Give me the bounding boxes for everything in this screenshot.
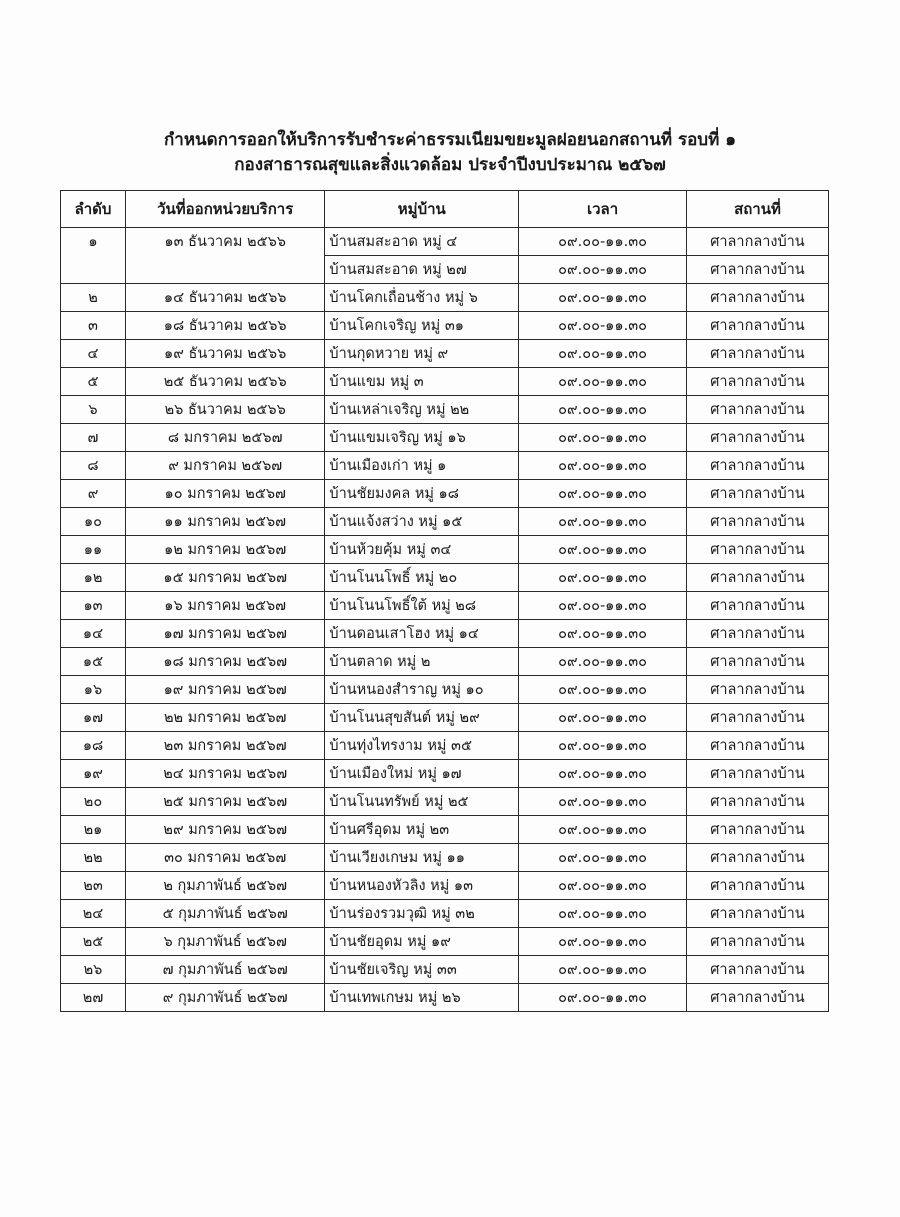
row-number: ๓ <box>61 312 126 340</box>
row-date: ๑๕ มกราคม ๒๕๖๗ <box>126 564 325 592</box>
row-place: ศาลากลางบ้าน <box>686 480 828 508</box>
row-date: ๒๓ มกราคม ๒๕๖๗ <box>126 732 325 760</box>
header-village: หมู่บ้าน <box>325 191 519 228</box>
row-date: ๑๒ มกราคม ๒๕๖๗ <box>126 536 325 564</box>
row-village: บ้านแจ้งสว่าง หมู่ ๑๕ <box>325 508 519 536</box>
row-place: ศาลากลางบ้าน <box>686 620 828 648</box>
row-village: บ้านโคกเถื่อนช้าง หมู่ ๖ <box>325 284 519 312</box>
row-number: ๑๖ <box>61 676 126 704</box>
row-place: ศาลากลางบ้าน <box>686 788 828 816</box>
row-date: ๑๘ มกราคม ๒๕๖๗ <box>126 648 325 676</box>
table-row <box>61 900 829 928</box>
row-date: ๑๓ ธันวาคม ๒๕๖๖ <box>126 228 325 256</box>
row-date: ๑๘ ธันวาคม ๒๕๖๖ <box>126 312 325 340</box>
row-time: ๐๙.๐๐-๑๑.๓๐ <box>519 676 687 704</box>
row-village: บ้านเมืองใหม่ หมู่ ๑๗ <box>325 760 519 788</box>
row-place: ศาลากลางบ้าน <box>686 424 828 452</box>
row-number: ๘ <box>61 452 126 480</box>
row-date: ๒ กุมภาพันธ์ ๒๕๖๗ <box>126 872 325 900</box>
row-village: บ้านสมสะอาด หมู่ ๔ <box>325 228 519 256</box>
table-row <box>61 928 829 956</box>
schedule-table <box>60 190 829 1012</box>
row-village: บ้านทุ่งไทรงาม หมู่ ๓๕ <box>325 732 519 760</box>
table-row <box>61 340 829 368</box>
row-village: บ้านชัยเจริญ หมู่ ๓๓ <box>325 956 519 984</box>
row-date: ๖ กุมภาพันธ์ ๒๕๖๗ <box>126 928 325 956</box>
row-village: บ้านเมืองเก่า หมู่ ๑ <box>325 452 519 480</box>
header-time: เวลา <box>519 191 687 228</box>
row-number: ๒๐ <box>61 788 126 816</box>
row-number: ๑๑ <box>61 536 126 564</box>
row-place: ศาลากลางบ้าน <box>686 228 828 256</box>
row-village: บ้านหนองสำราญ หมู่ ๑๐ <box>325 676 519 704</box>
row-number: ๒๕ <box>61 928 126 956</box>
row-date <box>126 256 325 284</box>
row-time: ๐๙.๐๐-๑๑.๓๐ <box>519 984 687 1012</box>
row-time: ๐๙.๐๐-๑๑.๓๐ <box>519 256 687 284</box>
row-number: ๑๗ <box>61 704 126 732</box>
row-place: ศาลากลางบ้าน <box>686 536 828 564</box>
row-time: ๐๙.๐๐-๑๑.๓๐ <box>519 340 687 368</box>
row-time: ๐๙.๐๐-๑๑.๓๐ <box>519 564 687 592</box>
table-row <box>61 872 829 900</box>
row-place: ศาลากลางบ้าน <box>686 872 828 900</box>
row-date: ๙ มกราคม ๒๕๖๗ <box>126 452 325 480</box>
document-title: กำหนดการออกให้บริการรับชำระค่าธรรมเนียมขยะมูลฝอยนอกสถานที่ รอบที่ ๑ <box>163 130 736 150</box>
header-place: สถานที่ <box>686 191 828 228</box>
row-place: ศาลากลางบ้าน <box>686 508 828 536</box>
row-date: ๗ กุมภาพันธ์ ๒๕๖๗ <box>126 956 325 984</box>
row-place: ศาลากลางบ้าน <box>686 284 828 312</box>
row-number: ๒๗ <box>61 984 126 1012</box>
row-date: ๒๙ มกราคม ๒๕๖๗ <box>126 816 325 844</box>
row-place: ศาลากลางบ้าน <box>686 312 828 340</box>
row-number: ๒ <box>61 284 126 312</box>
row-place: ศาลากลางบ้าน <box>686 732 828 760</box>
row-date: ๑๙ ธันวาคม ๒๕๖๖ <box>126 340 325 368</box>
row-date: ๒๕ ธันวาคม ๒๕๖๖ <box>126 368 325 396</box>
row-time: ๐๙.๐๐-๑๑.๓๐ <box>519 284 687 312</box>
table-row <box>61 620 829 648</box>
row-time: ๐๙.๐๐-๑๑.๓๐ <box>519 396 687 424</box>
row-place: ศาลากลางบ้าน <box>686 816 828 844</box>
row-number: ๑๕ <box>61 648 126 676</box>
row-place: ศาลากลางบ้าน <box>686 368 828 396</box>
row-time: ๐๙.๐๐-๑๑.๓๐ <box>519 760 687 788</box>
row-village: บ้านโคกเจริญ หมู่ ๓๑ <box>325 312 519 340</box>
row-time: ๐๙.๐๐-๑๑.๓๐ <box>519 816 687 844</box>
row-place: ศาลากลางบ้าน <box>686 396 828 424</box>
row-village: บ้านศรีอุดม หมู่ ๒๓ <box>325 816 519 844</box>
table-row <box>61 592 829 620</box>
row-date: ๑๑ มกราคม ๒๕๖๗ <box>126 508 325 536</box>
row-number: ๑๓ <box>61 592 126 620</box>
table-row <box>61 676 829 704</box>
row-village: บ้านแขมเจริญ หมู่ ๑๖ <box>325 424 519 452</box>
row-date: ๒๕ มกราคม ๒๕๖๗ <box>126 788 325 816</box>
row-place: ศาลากลางบ้าน <box>686 704 828 732</box>
row-time: ๐๙.๐๐-๑๑.๓๐ <box>519 900 687 928</box>
row-village: บ้านชัยอุดม หมู่ ๑๙ <box>325 928 519 956</box>
row-village: บ้านโนนโพธิ์ หมู่ ๒๐ <box>325 564 519 592</box>
table-row <box>61 256 829 284</box>
table-row <box>61 312 829 340</box>
row-number: ๔ <box>61 340 126 368</box>
row-date: ๘ มกราคม ๒๕๖๗ <box>126 424 325 452</box>
table-row <box>61 508 829 536</box>
row-time: ๐๙.๐๐-๑๑.๓๐ <box>519 480 687 508</box>
table-row <box>61 956 829 984</box>
row-place: ศาลากลางบ้าน <box>686 592 828 620</box>
row-time: ๐๙.๐๐-๑๑.๓๐ <box>519 732 687 760</box>
table-row <box>61 424 829 452</box>
table-row <box>61 704 829 732</box>
row-date: ๒๒ มกราคม ๒๕๖๗ <box>126 704 325 732</box>
row-date: ๑๙ มกราคม ๒๕๖๗ <box>126 676 325 704</box>
row-place: ศาลากลางบ้าน <box>686 648 828 676</box>
row-time: ๐๙.๐๐-๑๑.๓๐ <box>519 424 687 452</box>
table-row <box>61 844 829 872</box>
row-date: ๕ กุมภาพันธ์ ๒๕๖๗ <box>126 900 325 928</box>
table-row <box>61 368 829 396</box>
row-village: บ้านตลาด หมู่ ๒ <box>325 648 519 676</box>
row-village: บ้านเวียงเกษม หมู่ ๑๑ <box>325 844 519 872</box>
row-number <box>61 256 126 284</box>
row-time: ๐๙.๐๐-๑๑.๓๐ <box>519 928 687 956</box>
row-village: บ้านโนนทรัพย์ หมู่ ๒๕ <box>325 788 519 816</box>
row-time: ๐๙.๐๐-๑๑.๓๐ <box>519 592 687 620</box>
row-date: ๓๐ มกราคม ๒๕๖๗ <box>126 844 325 872</box>
row-time: ๐๙.๐๐-๑๑.๓๐ <box>519 956 687 984</box>
row-place: ศาลากลางบ้าน <box>686 676 828 704</box>
header-date: วันที่ออกหน่วยบริการ <box>126 191 325 228</box>
row-number: ๑๘ <box>61 732 126 760</box>
row-time: ๐๙.๐๐-๑๑.๓๐ <box>519 452 687 480</box>
row-number: ๗ <box>61 424 126 452</box>
table-row <box>61 228 829 256</box>
row-place: ศาลากลางบ้าน <box>686 928 828 956</box>
row-number: ๒๒ <box>61 844 126 872</box>
row-time: ๐๙.๐๐-๑๑.๓๐ <box>519 872 687 900</box>
row-number: ๕ <box>61 368 126 396</box>
row-time: ๐๙.๐๐-๑๑.๓๐ <box>519 788 687 816</box>
table-row <box>61 284 829 312</box>
row-village: บ้านเหล่าเจริญ หมู่ ๒๒ <box>325 396 519 424</box>
row-village: บ้านโนนโพธิ์ใต้ หมู่ ๒๘ <box>325 592 519 620</box>
row-number: ๒๑ <box>61 816 126 844</box>
row-village: บ้านสมสะอาด หมู่ ๒๗ <box>325 256 519 284</box>
table-row <box>61 564 829 592</box>
row-number: ๑๒ <box>61 564 126 592</box>
row-number: ๑๔ <box>61 620 126 648</box>
row-date: ๒๔ มกราคม ๒๕๖๗ <box>126 760 325 788</box>
row-date: ๒๖ ธันวาคม ๒๕๖๖ <box>126 396 325 424</box>
row-time: ๐๙.๐๐-๑๑.๓๐ <box>519 312 687 340</box>
row-number: ๑ <box>61 228 126 256</box>
row-village: บ้านหนองหัวลิง หมู่ ๑๓ <box>325 872 519 900</box>
row-number: ๑๙ <box>61 760 126 788</box>
row-number: ๒๖ <box>61 956 126 984</box>
row-place: ศาลากลางบ้าน <box>686 256 828 284</box>
row-time: ๐๙.๐๐-๑๑.๓๐ <box>519 508 687 536</box>
row-village: บ้านโนนสุขสันต์ หมู่ ๒๙ <box>325 704 519 732</box>
row-time: ๐๙.๐๐-๑๑.๓๐ <box>519 704 687 732</box>
row-time: ๐๙.๐๐-๑๑.๓๐ <box>519 648 687 676</box>
row-place: ศาลากลางบ้าน <box>686 340 828 368</box>
row-number: ๑๐ <box>61 508 126 536</box>
row-place: ศาลากลางบ้าน <box>686 452 828 480</box>
row-place: ศาลากลางบ้าน <box>686 900 828 928</box>
row-number: ๒๔ <box>61 900 126 928</box>
document-subtitle: กองสาธารณสุขและสิ่งแวดล้อม ประจำปีงบประมาณ ๒๕๖๗ <box>234 155 666 175</box>
row-time: ๐๙.๐๐-๑๑.๓๐ <box>519 620 687 648</box>
row-date: ๑๗ มกราคม ๒๕๖๗ <box>126 620 325 648</box>
row-date: ๑๐ มกราคม ๒๕๖๗ <box>126 480 325 508</box>
row-village: บ้านกุดหวาย หมู่ ๙ <box>325 340 519 368</box>
row-date: ๙ กุมภาพันธ์ ๒๕๖๗ <box>126 984 325 1012</box>
row-place: ศาลากลางบ้าน <box>686 956 828 984</box>
row-place: ศาลากลางบ้าน <box>686 844 828 872</box>
table-row <box>61 396 829 424</box>
row-number: ๖ <box>61 396 126 424</box>
row-time: ๐๙.๐๐-๑๑.๓๐ <box>519 536 687 564</box>
header-no: ลำดับ <box>61 191 126 228</box>
header-row <box>61 191 829 228</box>
table-row <box>61 536 829 564</box>
table-row <box>61 480 829 508</box>
row-village: บ้านชัยมงคล หมู่ ๑๘ <box>325 480 519 508</box>
table-row <box>61 732 829 760</box>
row-place: ศาลากลางบ้าน <box>686 760 828 788</box>
row-village: บ้านเทพเกษม หมู่ ๒๖ <box>325 984 519 1012</box>
table-row <box>61 816 829 844</box>
row-village: บ้านแขม หมู่ ๓ <box>325 368 519 396</box>
row-date: ๑๖ มกราคม ๒๕๖๗ <box>126 592 325 620</box>
table-row <box>61 788 829 816</box>
row-number: ๒๓ <box>61 872 126 900</box>
row-time: ๐๙.๐๐-๑๑.๓๐ <box>519 368 687 396</box>
row-place: ศาลากลางบ้าน <box>686 564 828 592</box>
table-row <box>61 452 829 480</box>
row-time: ๐๙.๐๐-๑๑.๓๐ <box>519 228 687 256</box>
row-date: ๑๔ ธันวาคม ๒๕๖๖ <box>126 284 325 312</box>
table-row <box>61 984 829 1012</box>
row-village: บ้านดอนเสาโฮง หมู่ ๑๔ <box>325 620 519 648</box>
row-place: ศาลากลางบ้าน <box>686 984 828 1012</box>
table-row <box>61 648 829 676</box>
row-village: บ้านห้วยคุ้ม หมู่ ๓๔ <box>325 536 519 564</box>
row-time: ๐๙.๐๐-๑๑.๓๐ <box>519 844 687 872</box>
row-village: บ้านร่องรวมวุฒิ หมู่ ๓๒ <box>325 900 519 928</box>
row-number: ๙ <box>61 480 126 508</box>
table-row <box>61 760 829 788</box>
